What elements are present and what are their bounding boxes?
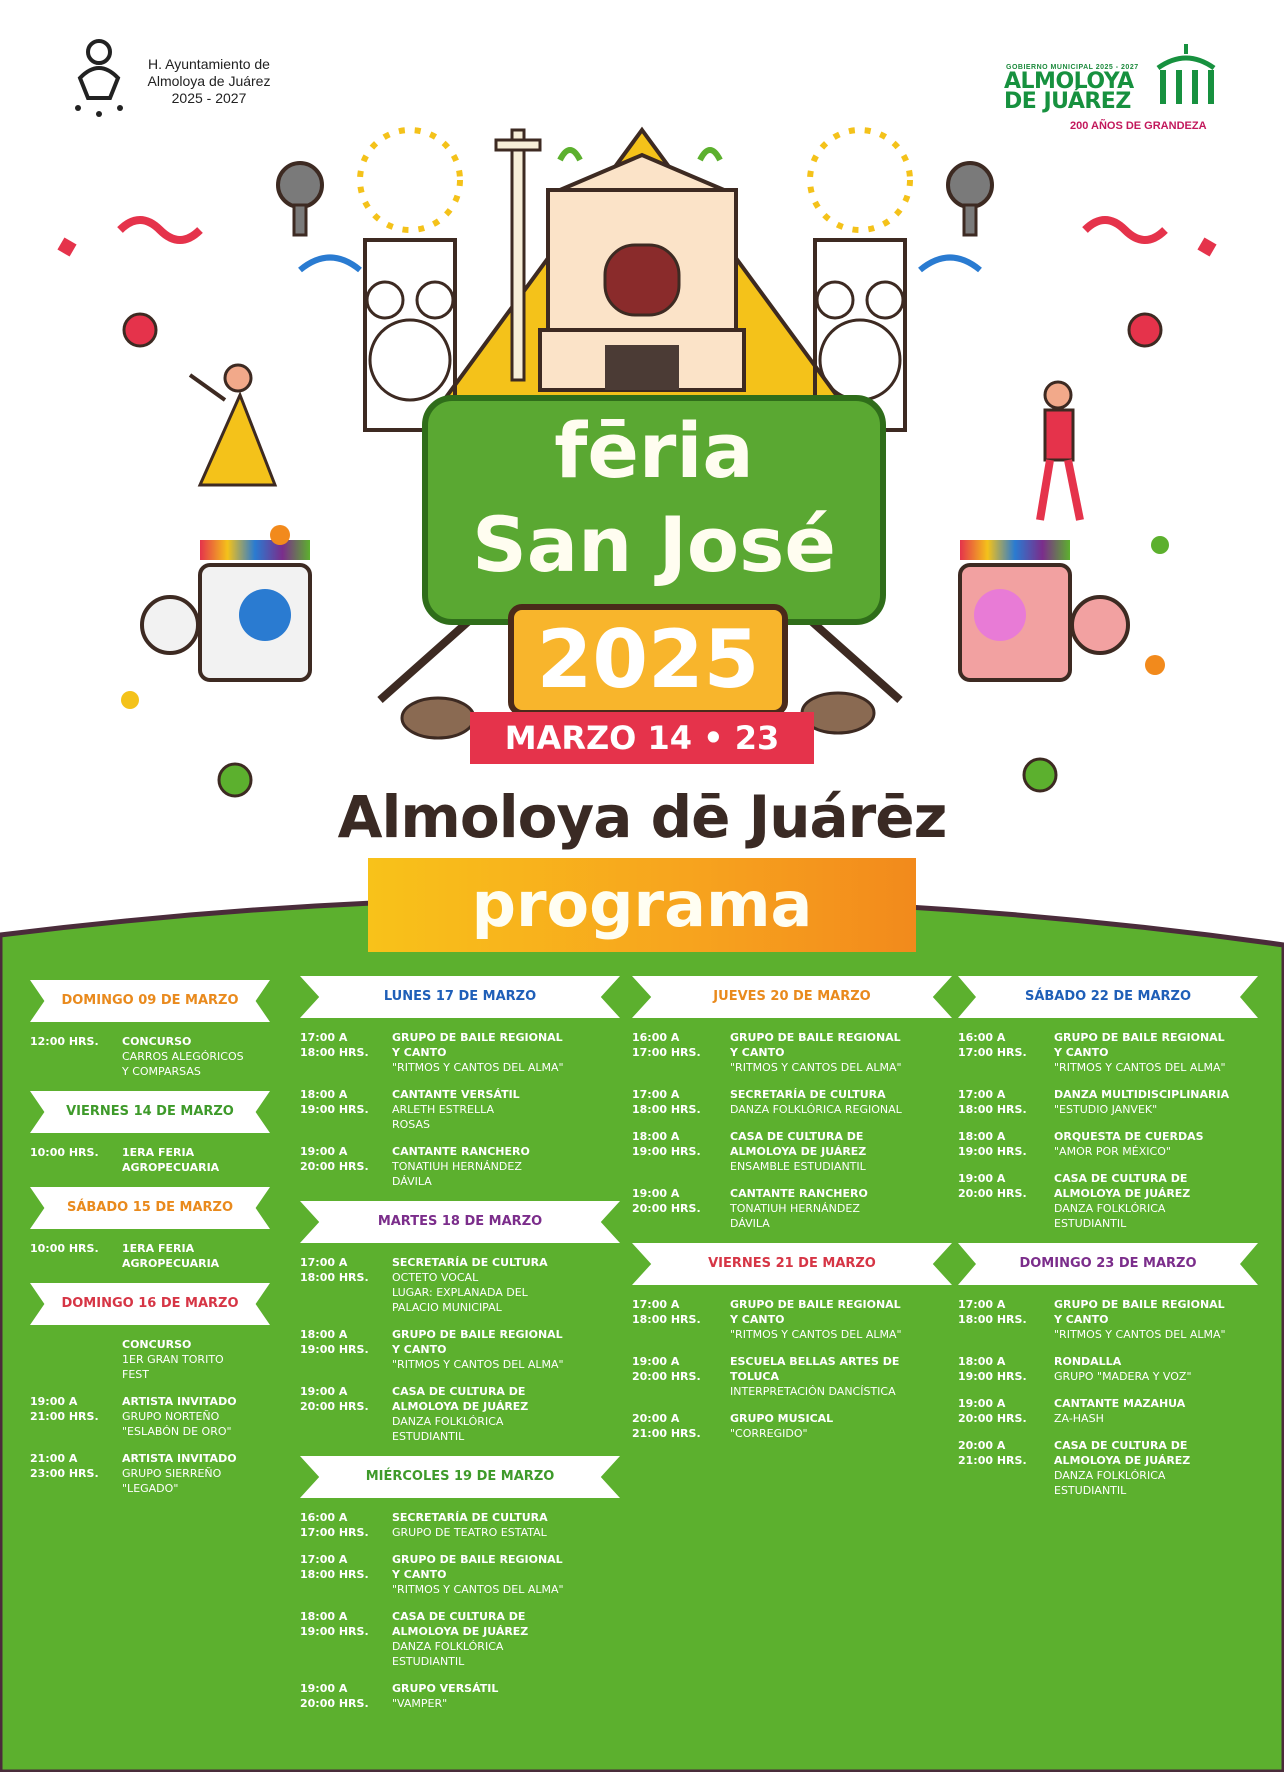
event-name: SECRETARÍA DE CULTURA bbox=[392, 1256, 548, 1269]
event-description: OCTETO VOCAL LUGAR: EXPLANADA DEL PALACIO MUNICIPAL bbox=[392, 1271, 528, 1314]
event-name: ORQUESTA DE CUERDAS bbox=[1054, 1130, 1204, 1143]
event-body bbox=[392, 1327, 620, 1372]
programa-text: programa bbox=[471, 868, 813, 941]
event-row bbox=[632, 1087, 952, 1117]
event-description: "ESTUDIO JANVEK" bbox=[1054, 1103, 1158, 1116]
event-description: GRUPO "MADERA Y VOZ" bbox=[1054, 1370, 1192, 1383]
event-description: DANZA FOLKLÓRICA ESTUDIANTIL bbox=[392, 1415, 504, 1443]
government-tagline: 200 AÑOS DE GRANDEZA bbox=[1070, 120, 1207, 132]
event-body bbox=[730, 1354, 952, 1399]
event-row bbox=[30, 1034, 270, 1079]
event-description: GRUPO DE TEATRO ESTATAL bbox=[392, 1526, 547, 1539]
year-badge bbox=[508, 604, 788, 716]
event-name: CASA DE CULTURA DE ALMOLOYA DE JUÁREZ bbox=[392, 1385, 529, 1413]
event-time: 10:00 HRS. bbox=[30, 1242, 99, 1255]
event-row bbox=[632, 1354, 952, 1399]
event-row bbox=[300, 1030, 620, 1075]
day-label: DOMINGO 16 DE MARZO bbox=[61, 1296, 239, 1311]
event-name: GRUPO DE BAILE REGIONAL Y CANTO bbox=[392, 1553, 563, 1581]
event-name: ESCUELA BELLAS ARTES DE TOLUCA bbox=[730, 1355, 900, 1383]
event-body bbox=[392, 1510, 620, 1540]
government-logo-right bbox=[1000, 38, 1230, 138]
day-label: LUNES 17 DE MARZO bbox=[383, 989, 537, 1004]
date-text: MARZO 14 • 23 bbox=[504, 719, 780, 757]
event-description: DANZA FOLKLÓRICA ESTUDIANTIL bbox=[1054, 1202, 1166, 1230]
event-time: 18:00 A 19:00 HRS. bbox=[300, 1328, 369, 1356]
event-time: 18:00 A 19:00 HRS. bbox=[958, 1130, 1027, 1158]
event-body bbox=[122, 1034, 270, 1079]
event-row bbox=[30, 1145, 270, 1175]
event-time: 19:00 A 20:00 HRS. bbox=[632, 1187, 701, 1215]
day-label: JUEVES 20 DE MARZO bbox=[713, 989, 871, 1004]
event-description: "RITMOS Y CANTOS DEL ALMA" bbox=[392, 1061, 564, 1074]
schedule-column-4 bbox=[958, 976, 1258, 1510]
event-time: 17:00 A 18:00 HRS. bbox=[958, 1298, 1027, 1326]
event-row bbox=[958, 1297, 1258, 1342]
event-row bbox=[30, 1451, 270, 1496]
event-description: ENSAMBLE ESTUDIANTIL bbox=[730, 1160, 866, 1173]
event-time: 16:00 A 17:00 HRS. bbox=[300, 1511, 369, 1539]
event-time: 19:00 A 20:00 HRS. bbox=[958, 1397, 1027, 1425]
day-header bbox=[30, 1187, 270, 1229]
event-description: 1ER GRAN TORITO FEST bbox=[122, 1353, 224, 1381]
event-name: CANTANTE RANCHERO bbox=[392, 1145, 530, 1158]
event-time: 21:00 A 23:00 HRS. bbox=[30, 1452, 99, 1480]
event-row bbox=[958, 1171, 1258, 1231]
event-name: CASA DE CULTURA DE ALMOLOYA DE JUÁREZ bbox=[730, 1130, 867, 1158]
event-time: 19:00 A 20:00 HRS. bbox=[300, 1145, 369, 1173]
event-body bbox=[730, 1186, 952, 1231]
event-name: 1ERA FERIA AGROPECUARIA bbox=[122, 1146, 220, 1174]
event-row bbox=[958, 1087, 1258, 1117]
dancer-man-illustration bbox=[1040, 382, 1080, 520]
event-name: GRUPO DE BAILE REGIONAL Y CANTO bbox=[392, 1031, 563, 1059]
event-description: CARROS ALEGÓRICOS Y COMPARSAS bbox=[122, 1050, 244, 1078]
event-name: CANTANTE RANCHERO bbox=[730, 1187, 868, 1200]
event-description: GRUPO SIERREÑO "LEGADO" bbox=[122, 1467, 222, 1495]
day-header bbox=[30, 1091, 270, 1133]
event-time: 16:00 A 17:00 HRS. bbox=[632, 1031, 701, 1059]
day-label: VIERNES 14 DE MARZO bbox=[66, 1104, 234, 1119]
event-name: GRUPO VERSÁTIL bbox=[392, 1682, 499, 1695]
event-name: CASA DE CULTURA DE ALMOLOYA DE JUÁREZ bbox=[1054, 1439, 1191, 1467]
event-body bbox=[1054, 1030, 1258, 1075]
event-body bbox=[392, 1144, 620, 1189]
day-label: DOMINGO 09 DE MARZO bbox=[61, 993, 239, 1008]
microphone-icon-left bbox=[278, 163, 322, 235]
day-label: MARTES 18 DE MARZO bbox=[377, 1214, 543, 1229]
event-name: GRUPO DE BAILE REGIONAL Y CANTO bbox=[1054, 1031, 1225, 1059]
event-description: "CORREGIDO" bbox=[730, 1427, 808, 1440]
event-description: "RITMOS Y CANTOS DEL ALMA" bbox=[730, 1061, 902, 1074]
government-logo-name: ALMOLOYA DE JUÁREZ bbox=[1004, 69, 1134, 114]
event-time: 18:00 A 19:00 HRS. bbox=[300, 1610, 369, 1638]
schedule-column-1 bbox=[30, 980, 270, 1508]
event-body bbox=[1054, 1297, 1258, 1342]
event-description: "RITMOS Y CANTOS DEL ALMA" bbox=[392, 1358, 564, 1371]
event-time: 19:00 A 20:00 HRS. bbox=[300, 1682, 369, 1710]
figure-logo-icon bbox=[70, 38, 128, 118]
event-description: "VAMPER" bbox=[392, 1697, 448, 1710]
fireworks-tower-left bbox=[360, 130, 460, 430]
event-row bbox=[300, 1255, 620, 1315]
event-time: 16:00 A 17:00 HRS. bbox=[958, 1031, 1027, 1059]
event-row bbox=[632, 1297, 952, 1342]
title-box bbox=[422, 395, 886, 625]
event-body bbox=[122, 1451, 270, 1496]
event-row bbox=[300, 1087, 620, 1132]
event-name: SECRETARÍA DE CULTURA bbox=[730, 1088, 886, 1101]
event-time: 17:00 A 18:00 HRS. bbox=[300, 1553, 369, 1581]
event-description: "AMOR POR MÉXICO" bbox=[1054, 1145, 1171, 1158]
day-header bbox=[632, 976, 952, 1018]
event-description: INTERPRETACIÓN DANCÍSTICA bbox=[730, 1385, 896, 1398]
event-name: CONCURSO bbox=[122, 1338, 192, 1351]
day-label: VIERNES 21 DE MARZO bbox=[708, 1256, 876, 1271]
day-header bbox=[300, 1201, 620, 1243]
event-time: 19:00 A 20:00 HRS. bbox=[300, 1385, 369, 1413]
event-body bbox=[730, 1129, 952, 1174]
event-body bbox=[730, 1411, 952, 1441]
event-description: "RITMOS Y CANTOS DEL ALMA" bbox=[1054, 1328, 1226, 1341]
event-description: "RITMOS Y CANTOS DEL ALMA" bbox=[392, 1583, 564, 1596]
event-name: RONDALLA bbox=[1054, 1355, 1122, 1368]
event-time: 17:00 A 18:00 HRS. bbox=[300, 1031, 369, 1059]
guitar-icon-left bbox=[380, 620, 470, 700]
event-time: 20:00 A 21:00 HRS. bbox=[632, 1412, 701, 1440]
event-body bbox=[392, 1552, 620, 1597]
event-row bbox=[300, 1384, 620, 1444]
event-description: GRUPO NORTEÑO "ESLABÓN DE ORO" bbox=[122, 1410, 232, 1438]
event-body bbox=[122, 1241, 270, 1271]
dancer-woman-illustration bbox=[190, 365, 275, 485]
event-row bbox=[958, 1438, 1258, 1498]
event-time: 17:00 A 18:00 HRS. bbox=[300, 1256, 369, 1284]
event-description: DANZA FOLKLÓRICA ESTUDIANTIL bbox=[1054, 1469, 1166, 1497]
municipality-name: H. Ayuntamiento de Almoloya de Juárez 2025 - 2027 bbox=[147, 56, 271, 106]
day-label: SÁBADO 22 DE MARZO bbox=[1024, 989, 1192, 1004]
day-header bbox=[300, 1456, 620, 1498]
event-name: GRUPO DE BAILE REGIONAL Y CANTO bbox=[730, 1298, 901, 1326]
event-time: 17:00 A 18:00 HRS. bbox=[632, 1088, 701, 1116]
event-name: CONCURSO bbox=[122, 1035, 192, 1048]
event-row bbox=[30, 1337, 270, 1382]
event-body bbox=[730, 1030, 952, 1075]
event-row bbox=[300, 1327, 620, 1372]
title-san-jose: San José bbox=[472, 500, 836, 589]
event-time: 19:00 A 21:00 HRS. bbox=[30, 1395, 99, 1423]
event-body bbox=[392, 1609, 620, 1669]
event-row bbox=[958, 1354, 1258, 1384]
event-row bbox=[30, 1394, 270, 1439]
event-body bbox=[1054, 1171, 1258, 1231]
event-time: 18:00 A 19:00 HRS. bbox=[300, 1088, 369, 1116]
event-row bbox=[958, 1030, 1258, 1075]
event-time: 19:00 A 20:00 HRS. bbox=[958, 1172, 1027, 1200]
event-body bbox=[1054, 1354, 1258, 1384]
event-time: 17:00 A 18:00 HRS. bbox=[632, 1298, 701, 1326]
event-name: GRUPO DE BAILE REGIONAL Y CANTO bbox=[392, 1328, 563, 1356]
event-body bbox=[1054, 1087, 1258, 1117]
event-row bbox=[300, 1510, 620, 1540]
schedule-column-2 bbox=[300, 976, 620, 1723]
day-label: SÁBADO 15 DE MARZO bbox=[66, 1200, 234, 1215]
event-description: "RITMOS Y CANTOS DEL ALMA" bbox=[730, 1328, 902, 1341]
day-label: DOMINGO 23 DE MARZO bbox=[1019, 1256, 1197, 1271]
event-name: CANTANTE MAZAHUA bbox=[1054, 1397, 1186, 1410]
event-body bbox=[1054, 1438, 1258, 1498]
event-time: 17:00 A 18:00 HRS. bbox=[958, 1088, 1027, 1116]
torito-figure-left bbox=[142, 540, 310, 680]
event-name: CASA DE CULTURA DE ALMOLOYA DE JUÁREZ bbox=[1054, 1172, 1191, 1200]
event-time: 20:00 A 21:00 HRS. bbox=[958, 1439, 1027, 1467]
event-description: TONATIUH HERNÁNDEZ DÁVILA bbox=[392, 1160, 522, 1188]
event-row bbox=[632, 1411, 952, 1441]
event-body bbox=[392, 1030, 620, 1075]
day-header bbox=[958, 976, 1258, 1018]
event-body bbox=[730, 1087, 952, 1117]
event-name: SECRETARÍA DE CULTURA bbox=[392, 1511, 548, 1524]
event-description: TONATIUH HERNÁNDEZ DÁVILA bbox=[730, 1202, 860, 1230]
event-description: ARLETH ESTRELLA ROSAS bbox=[392, 1103, 495, 1131]
schedule-column-3 bbox=[632, 976, 952, 1453]
event-name: DANZA MULTIDISCIPLINARIA bbox=[1054, 1088, 1230, 1101]
event-time: 10:00 HRS. bbox=[30, 1146, 99, 1159]
event-name: CASA DE CULTURA DE ALMOLOYA DE JUÁREZ bbox=[392, 1610, 529, 1638]
event-body bbox=[122, 1394, 270, 1439]
event-body bbox=[730, 1297, 952, 1342]
government-period: GOBIERNO MUNICIPAL 2025 - 2027 bbox=[1006, 64, 1139, 71]
event-name: GRUPO DE BAILE REGIONAL Y CANTO bbox=[730, 1031, 901, 1059]
date-ribbon bbox=[470, 712, 814, 764]
event-description: DANZA FOLKLÓRICA REGIONAL bbox=[730, 1103, 902, 1116]
event-time: 12:00 HRS. bbox=[30, 1035, 99, 1048]
event-row bbox=[300, 1681, 620, 1711]
year-text: 2025 bbox=[536, 613, 760, 706]
event-body bbox=[392, 1681, 620, 1711]
day-header bbox=[30, 980, 270, 1022]
event-name: GRUPO DE BAILE REGIONAL Y CANTO bbox=[1054, 1298, 1225, 1326]
event-body bbox=[392, 1255, 620, 1315]
event-row bbox=[632, 1186, 952, 1231]
day-header bbox=[632, 1243, 952, 1285]
hat-icon-left bbox=[402, 698, 474, 738]
microphone-icon-right bbox=[948, 163, 992, 235]
event-description: DANZA FOLKLÓRICA ESTUDIANTIL bbox=[392, 1640, 504, 1668]
event-body bbox=[1054, 1396, 1258, 1426]
day-header bbox=[958, 1243, 1258, 1285]
event-body bbox=[392, 1087, 620, 1132]
event-row bbox=[958, 1129, 1258, 1159]
event-name: GRUPO MUSICAL bbox=[730, 1412, 834, 1425]
event-body bbox=[1054, 1129, 1258, 1159]
programa-banner bbox=[368, 858, 916, 952]
event-body bbox=[122, 1337, 270, 1382]
event-row bbox=[30, 1241, 270, 1271]
day-header bbox=[30, 1283, 270, 1325]
event-name: 1ERA FERIA AGROPECUARIA bbox=[122, 1242, 220, 1270]
event-row bbox=[632, 1030, 952, 1075]
event-row bbox=[958, 1396, 1258, 1426]
event-time: 18:00 A 19:00 HRS. bbox=[632, 1130, 701, 1158]
event-row bbox=[300, 1609, 620, 1669]
event-name: ARTISTA INVITADO bbox=[122, 1452, 237, 1465]
event-row bbox=[632, 1129, 952, 1174]
event-description: "RITMOS Y CANTOS DEL ALMA" bbox=[1054, 1061, 1226, 1074]
event-name: ARTISTA INVITADO bbox=[122, 1395, 237, 1408]
event-name: CANTANTE VERSÁTIL bbox=[392, 1088, 520, 1101]
guitar-icon-right bbox=[810, 620, 900, 700]
place-title: Almoloya dē Juárēz bbox=[337, 783, 947, 851]
event-row bbox=[300, 1552, 620, 1597]
event-time: 18:00 A 19:00 HRS. bbox=[958, 1355, 1027, 1383]
event-body bbox=[392, 1384, 620, 1444]
day-label: MIÉRCOLES 19 DE MARZO bbox=[365, 1469, 555, 1484]
event-time bbox=[30, 1337, 122, 1382]
event-row bbox=[300, 1144, 620, 1189]
title-feria: fēria bbox=[554, 406, 754, 495]
municipality-logo-left bbox=[70, 38, 290, 118]
event-body bbox=[122, 1145, 270, 1175]
church-illustration bbox=[540, 155, 744, 390]
event-description: ZA-HASH bbox=[1054, 1412, 1104, 1425]
torito-figure-right bbox=[960, 540, 1128, 680]
event-time: 19:00 A 20:00 HRS. bbox=[632, 1355, 701, 1383]
day-header bbox=[300, 976, 620, 1018]
kiosk-icon bbox=[1146, 40, 1226, 110]
